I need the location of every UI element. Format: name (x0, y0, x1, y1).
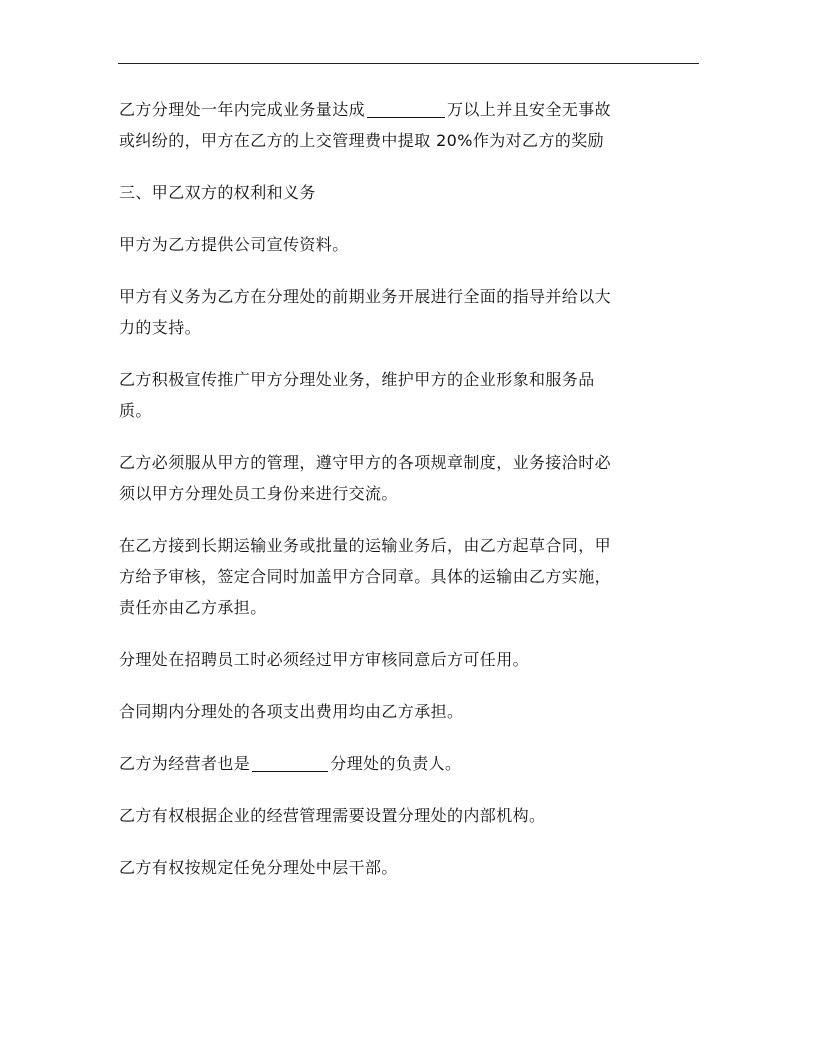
paragraph-expenses: 合同期内分理处的各项支出费用均由乙方承担。 (119, 702, 464, 721)
amount-blank (367, 99, 445, 118)
paragraph-line: 力的支持。 (119, 318, 202, 337)
paragraph-line: 方给予审核，签定合同时加盖甲方合同章。具体的运输由乙方实施， (119, 567, 612, 586)
reward-text-end: 万以上并且安全无事故 (447, 100, 612, 119)
paragraph-manager (119, 748, 699, 779)
paragraph-contracts (119, 530, 699, 623)
manager-text-end: 分理处的负责人。 (330, 754, 462, 773)
paragraph-reward (119, 94, 699, 156)
paragraph-promotion (119, 364, 699, 426)
paragraph-line: 乙方必须服从甲方的管理，遵守甲方的各项规章制度，业务接洽时必 (119, 453, 612, 472)
paragraph-internal-structure: 乙方有权根据企业的经营管理需要设置分理处的内部机构。 (119, 806, 546, 825)
paragraph-line: 或纠纷的，甲方在乙方的上交管理费中提取 20%作为对乙方的奖励 (119, 131, 605, 150)
paragraph-hiring: 分理处在招聘员工时必须经过甲方审核同意后方可任用。 (119, 650, 530, 669)
document-body (119, 94, 699, 904)
reward-text-start: 乙方分理处一年内完成业务量达成 (119, 100, 366, 119)
section-heading-rights: 三、甲乙双方的权利和义务 (119, 183, 316, 202)
paragraph-guidance (119, 281, 699, 343)
header-rule (118, 63, 699, 64)
paragraph-line: 乙方积极宣传推广甲方分理处业务，维护甲方的企业形象和服务品 (119, 370, 595, 389)
paragraph-line: 责任亦由乙方承担。 (119, 598, 267, 617)
paragraph-compliance (119, 447, 699, 509)
manager-name-blank (252, 753, 328, 772)
paragraph-appointments: 乙方有权按规定任免分理处中层干部。 (119, 858, 398, 877)
paragraph-line (119, 94, 699, 125)
paragraph-line: 在乙方接到长期运输业务或批量的运输业务后，由乙方起草合同，甲 (119, 536, 612, 555)
paragraph-promo-materials: 甲方为乙方提供公司宣传资料。 (119, 235, 349, 254)
paragraph-line: 甲方有义务为乙方在分理处的前期业务开展进行全面的指导并给以大 (119, 287, 612, 306)
manager-text-start: 乙方为经营者也是 (119, 754, 251, 773)
paragraph-line: 质。 (119, 401, 152, 420)
paragraph-line: 须以甲方分理处员工身份来进行交流。 (119, 484, 398, 503)
